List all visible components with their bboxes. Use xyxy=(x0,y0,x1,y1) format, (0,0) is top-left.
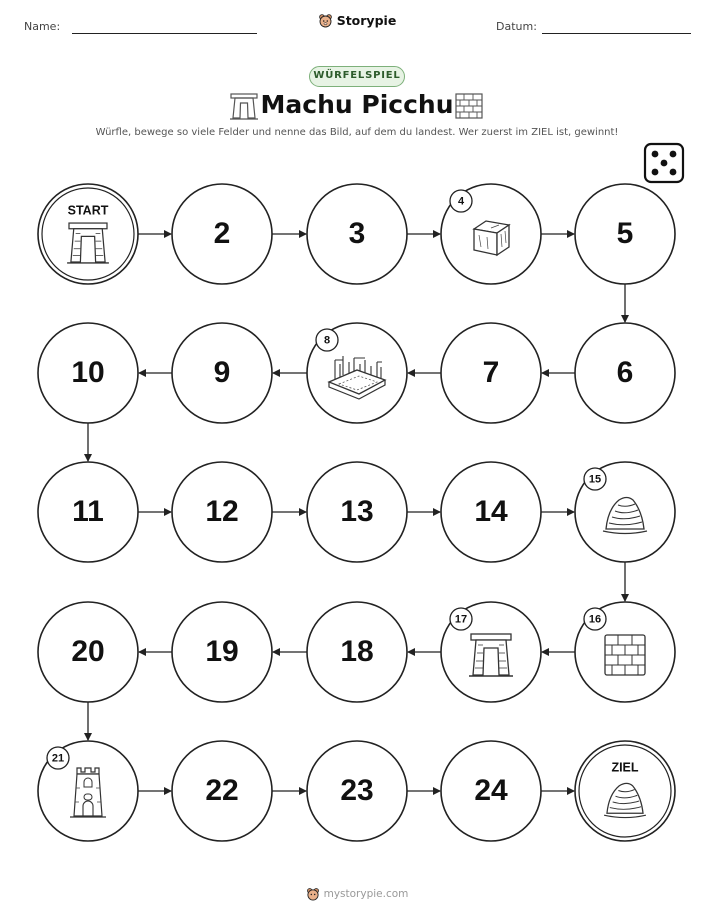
space-number: 2 xyxy=(213,216,231,250)
board-space-21[interactable] xyxy=(38,741,138,841)
instructions: Würfle, bewege so viele Felder und nenne das Bild, auf dem du landest. Wer zuerst im ZIEL ist, gewinnt! xyxy=(95,127,619,138)
storypie-logo-icon xyxy=(306,887,320,901)
space-number: 24 xyxy=(474,773,508,807)
board-space-23[interactable] xyxy=(307,741,407,841)
board-space-4[interactable] xyxy=(441,184,541,284)
board-space-12[interactable] xyxy=(172,462,272,562)
footer xyxy=(0,887,714,904)
board-space-19[interactable] xyxy=(172,602,272,702)
space-number: 7 xyxy=(482,355,500,389)
board-space-17[interactable] xyxy=(441,602,541,702)
board-space-2[interactable] xyxy=(172,184,272,284)
board-space-22[interactable] xyxy=(172,741,272,841)
space-number: 23 xyxy=(340,773,374,807)
space-number: 5 xyxy=(616,216,634,250)
stone-wall-icon xyxy=(605,635,645,675)
space-number: 12 xyxy=(205,494,239,528)
board-space-20[interactable] xyxy=(38,602,138,702)
board-space-6[interactable] xyxy=(575,323,675,423)
board-space-8[interactable] xyxy=(307,323,407,423)
footer-url: mystorypie.com xyxy=(323,888,409,900)
board-space-13[interactable] xyxy=(307,462,407,562)
board-space-10[interactable] xyxy=(38,323,138,423)
start-label: START xyxy=(67,203,109,218)
space-number: 15 xyxy=(588,473,602,486)
finish-label: ZIEL xyxy=(611,760,639,775)
name-label: Name: xyxy=(24,20,61,33)
board-space-15[interactable] xyxy=(575,462,675,562)
board-space-3[interactable] xyxy=(307,184,407,284)
space-number: 16 xyxy=(588,613,602,626)
page-title: Machu Picchu xyxy=(260,90,454,119)
space-number: 18 xyxy=(340,634,374,668)
space-number: 6 xyxy=(616,355,634,389)
space-number: 10 xyxy=(71,355,105,389)
space-number: 11 xyxy=(72,494,104,528)
board-space-24[interactable] xyxy=(441,741,541,841)
space-number: 22 xyxy=(205,773,239,807)
space-number: 9 xyxy=(213,355,231,389)
space-number: 21 xyxy=(51,752,65,765)
board-space-7[interactable] xyxy=(441,323,541,423)
space-number: 19 xyxy=(205,634,239,668)
stone-block-icon xyxy=(474,221,509,255)
space-number: 13 xyxy=(340,494,374,528)
board-space-16[interactable] xyxy=(575,602,675,702)
space-number: 8 xyxy=(323,334,331,347)
space-number: 4 xyxy=(457,195,465,208)
brand-name: Storypie xyxy=(336,13,397,28)
space-number: 17 xyxy=(454,613,468,626)
board-space-5[interactable] xyxy=(575,184,675,284)
board-space-25[interactable] xyxy=(575,741,675,841)
category-badge: WÜRFELSPIEL xyxy=(309,66,405,87)
board-space-9[interactable] xyxy=(172,323,272,423)
space-number: 3 xyxy=(348,216,366,250)
space-number: 20 xyxy=(71,634,105,668)
date-label: Datum: xyxy=(496,20,537,33)
board-space-14[interactable] xyxy=(441,462,541,562)
space-number: 14 xyxy=(474,494,508,528)
board-space-18[interactable] xyxy=(307,602,407,702)
board-space-11[interactable] xyxy=(38,462,138,562)
board-space-1[interactable] xyxy=(38,184,138,284)
